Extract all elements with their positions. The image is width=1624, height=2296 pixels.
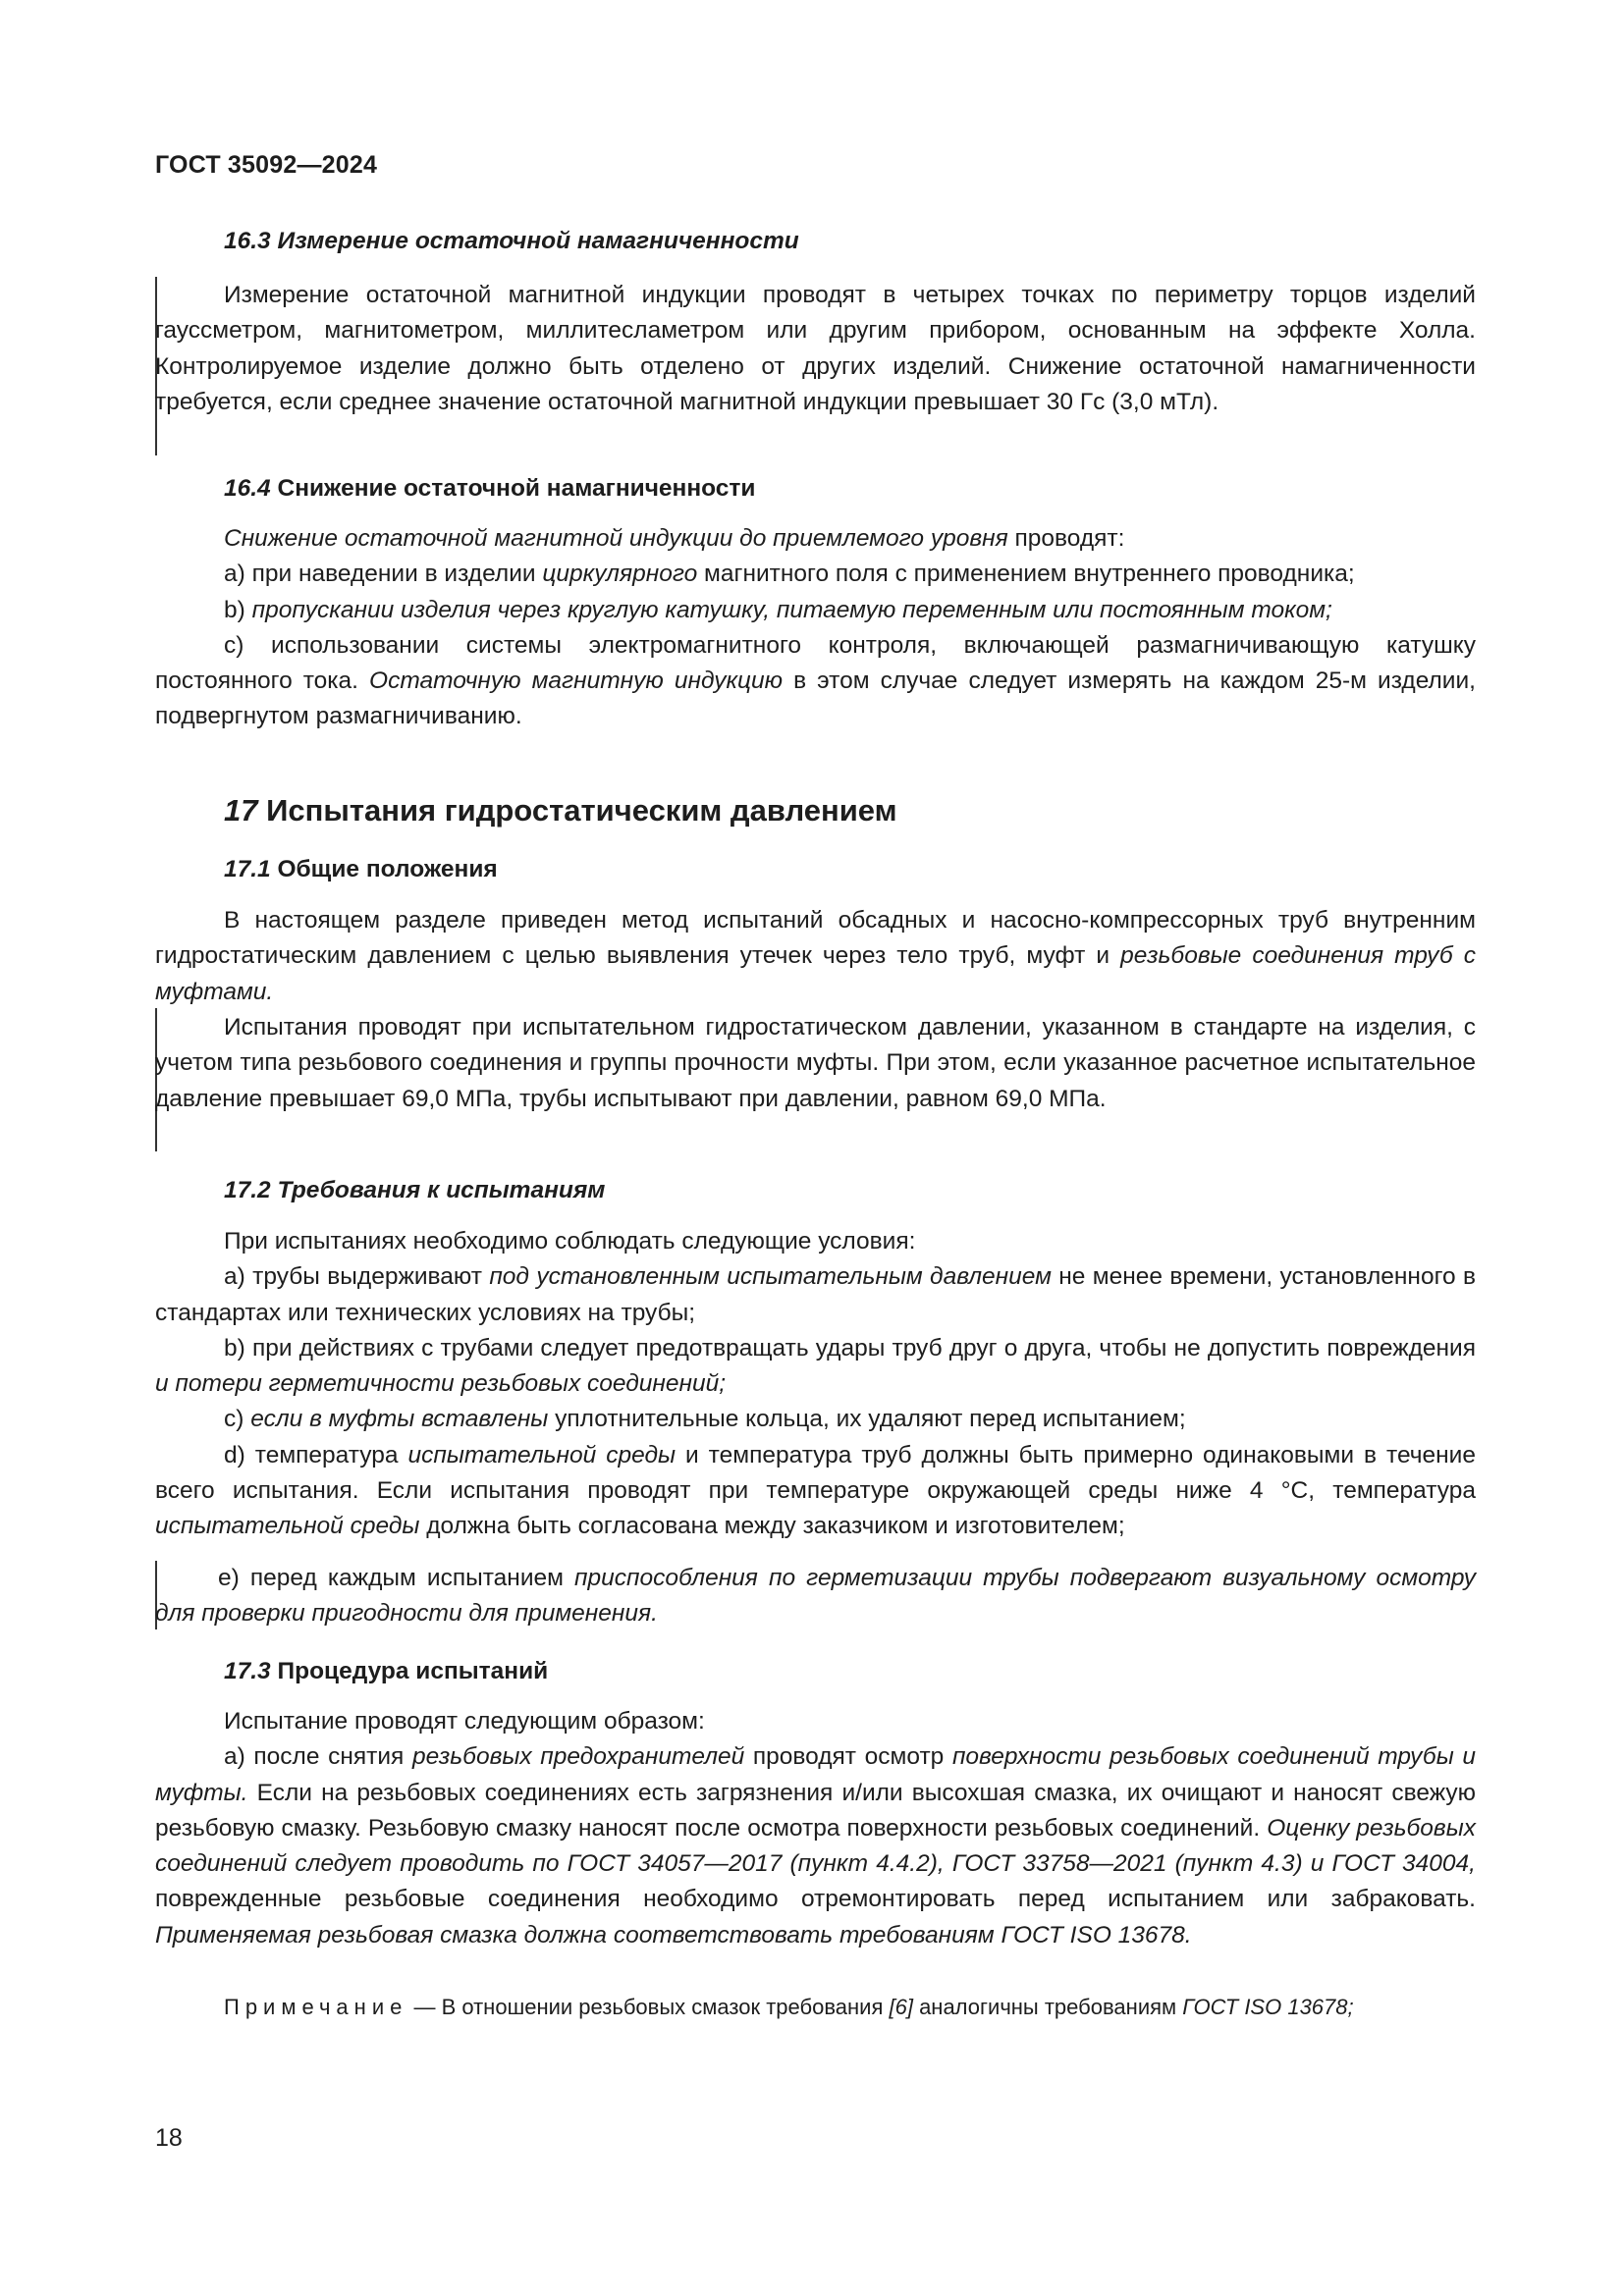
paragraph: Измерение остаточной магнитной индукции проводят в четырех точках по периметру торцов изделий гауссметром, магнитометром, миллитесламетром или другим прибором, основанным на эффекте Холла. Контролируемое изделие должно быть отделено от других изделий. Снижение остаточной намагниченности требуется, если среднее значение остаточной магнитной индукции превышает 30 Гс (3,0 мТл). [155,282,1476,415]
page-number: 18 [155,2124,183,2152]
section-17-3-heading: 17.3 Процедура испытаний [224,1658,549,1684]
list-item: с) если в муфты вставлены уплотнительные кольца, их удаляют перед испытанием; [224,1406,1186,1433]
paragraph: При испытаниях необходимо соблюдать следующие условия: [224,1228,916,1255]
section-17-1-body [155,903,1476,1010]
list-item: е) перед каждым испытанием приспособления по герметизации трубы подвергают визуальному осмотру для проверки пригодности для применения. [155,1565,1476,1628]
list-item: а) при наведении в изделии циркулярного магнитного поля с применением внутреннего проводника; [224,561,1355,588]
list-item: с) использовании системы электромагнитного контроля, включающей размагничивающую катушку постоянного тока. Остаточную магнитную индукцию в этом случае следует измерять на каждом 25-м изделии, подвергнутом размагничиванию. [155,631,1476,730]
section-17-3-body [155,1704,1476,1953]
section-16-4-body [155,521,1476,735]
section-17-heading: 17 Испытания гидростатическим давлением [224,793,897,828]
section-17-1-body-2 [155,1010,1476,1117]
list-item: а) после снятия резьбовых предохранителей проводят осмотр поверхности резьбовых соединений трубы и муфты. Если на резьбовых соединениях есть загрязнения и/или высохшая смазка, их очищают и наносят свежую резьбовую смазку. Резьбовую смазку наносят после осмотра поверхности резьбовых соединений. Оценку резьбовых соединений следует проводить по ГОСТ 34057—2017 (пункт 4.4.2), ГОСТ 33758—2021 (пункт 4.3) и ГОСТ 34004, поврежденные резьбовые соединения необходимо отремонтировать перед испытанием или забраковать. Применяемая резьбовая смазка должна соответствовать требованиям ГОСТ ISO 13678. [155,1743,1476,1949]
section-17-2-body [155,1224,1476,1545]
section-17-2-heading: 17.2 Требования к испытаниям [224,1177,606,1203]
paragraph: Испытание проводят следующим образом: [224,1708,705,1735]
note: Примечание — В отношении резьбовых смазок требования [6] аналогичны требованиям ГОСТ ISO 13678; [224,1995,1354,2019]
paragraph: В настоящем разделе приведен метод испытаний обсадных и насосно-компрессорных труб внутренним гидростатическим давлением с целью выявления утечек через тело труб, муфт и резьбовые соединения труб с муфтами. [155,907,1476,1005]
list-item: а) трубы выдерживают под установленным испытательным давлением не менее времени, установленного в стандартах или технических условиях на трубы; [155,1263,1476,1326]
list-item: b) при действиях с трубами следует предотвращать удары труб друг о друга, чтобы не допустить повреждения и потери герметичности резьбовых соединений; [155,1334,1476,1398]
paragraph: Снижение остаточной магнитной индукции до приемлемого уровня проводят: [224,525,1125,552]
section-16-3-heading: 16.3 Измерение остаточной намагниченности [224,228,799,254]
list-item: d) температура испытательной среды и температура труб должны быть примерно одинаковыми в течение всего испытания. Если испытания проводят при температуре окружающей среды ниже 4 °С, температура испытательной среды должна быть согласована между заказчиком и изготовителем; [155,1441,1476,1540]
document-code: ГОСТ 35092—2024 [155,151,378,179]
list-item: b) пропускании изделия через круглую катушку, питаемую переменным или постоянным током; [224,596,1332,623]
note-label: Примечание [224,1995,408,2019]
paragraph: Испытания проводят при испытательном гидростатическом давлении, указанном в стандарте на изделия, с учетом типа резьбового соединения и группы прочности муфты. При этом, если указанное расчетное испытательное давление превышает 69,0 МПа, трубы испытывают при давлении, равном 69,0 МПа. [155,1014,1476,1112]
section-17-2-body-e [155,1561,1476,1632]
section-17-1-heading: 17.1 Общие положения [224,856,498,882]
section-16-4-heading: 16.4 Снижение остаточной намагниченности [224,475,756,502]
section-16-3-body [155,278,1476,420]
